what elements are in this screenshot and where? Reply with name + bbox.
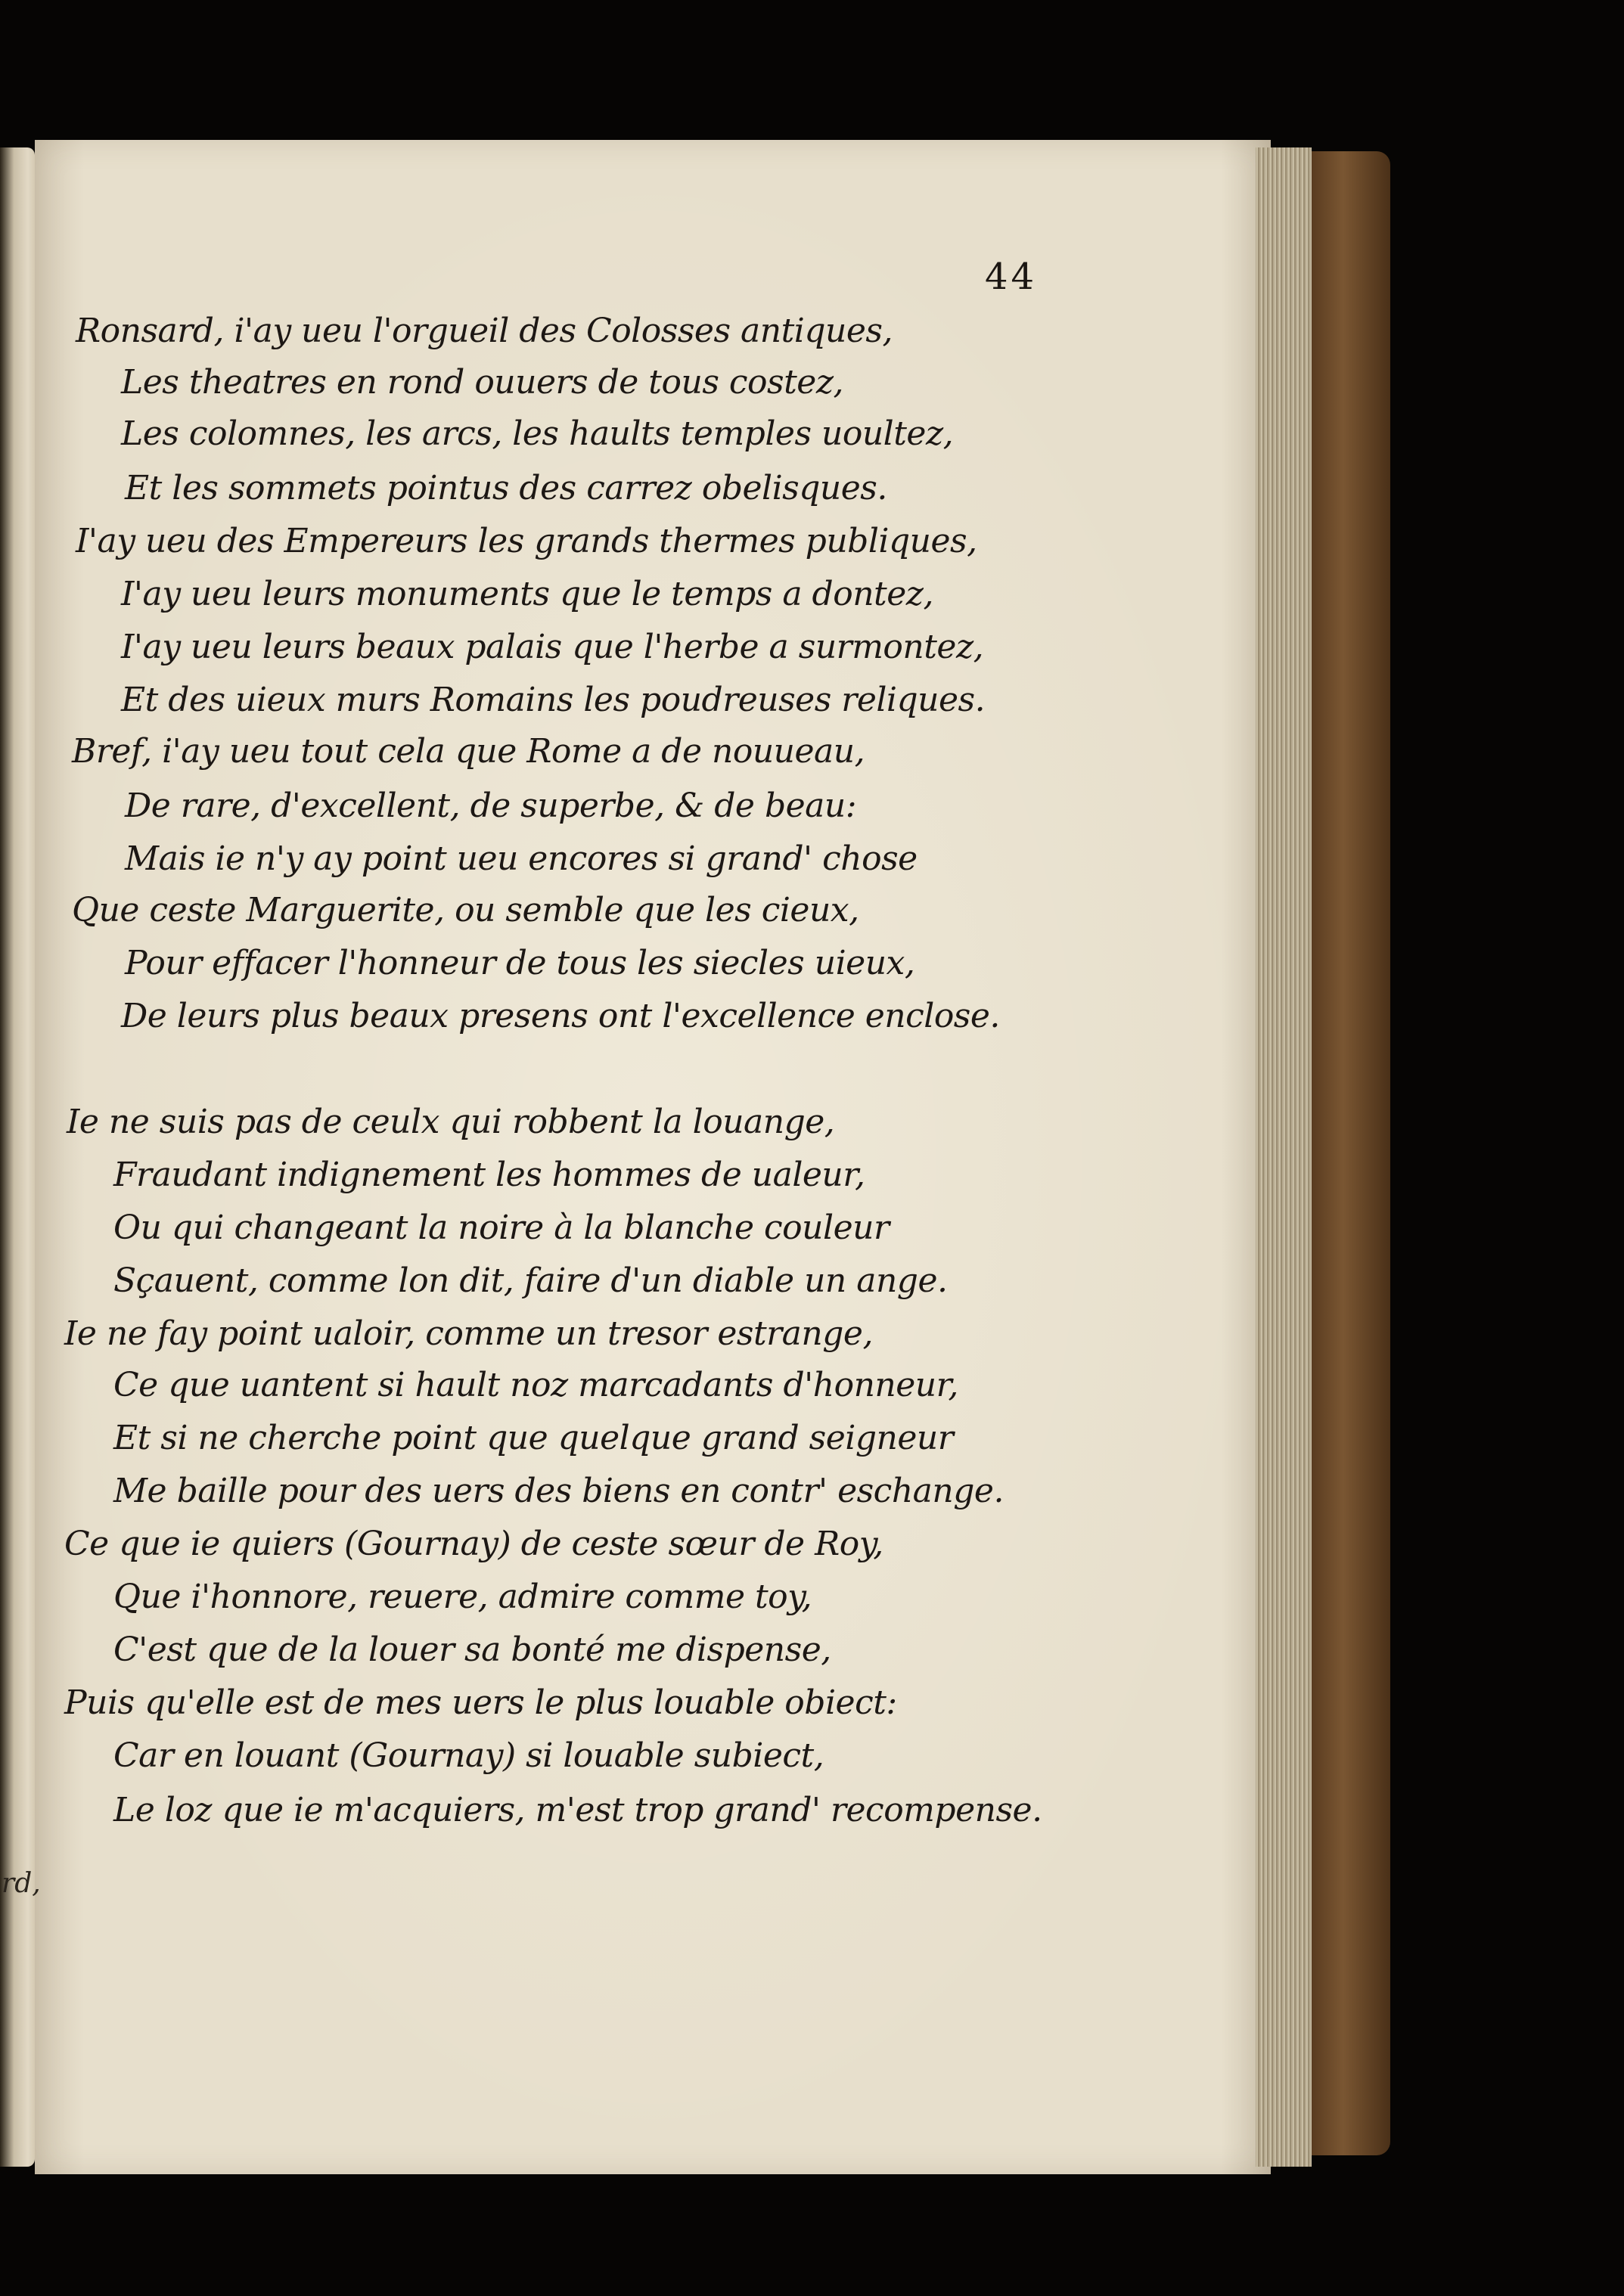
poem-line: Mais ie n'y ay point ueu encores si grand' chose xyxy=(125,839,918,878)
poem-line: Et les sommets pointus des carrez obelisques. xyxy=(125,469,887,507)
poem-line: Me baille pour des uers des biens en contr' eschange. xyxy=(113,1472,1004,1510)
poem-line: I'ay ueu leurs monuments que le temps a dontez, xyxy=(121,575,933,613)
poem-line: Les colomnes, les arcs, les haults temples uoultez, xyxy=(121,414,954,453)
poem-line: Puis qu'elle est de mes uers le plus louable obiect: xyxy=(64,1683,897,1722)
poem-line: Le loz que ie m'acquiers, m'est trop grand' recompense. xyxy=(113,1791,1042,1829)
poem-line: Ce que uantent si hault noz marcadants d'honneur, xyxy=(113,1366,958,1404)
poem-line: Les theatres en rond ouuers de tous costez, xyxy=(121,363,843,402)
poem-line: Ie ne fay point ualoir, comme un tresor estrange, xyxy=(64,1314,873,1353)
poem-line: De rare, d'excellent, de superbe, & de beau: xyxy=(125,787,857,825)
gutter-fragment: rd, xyxy=(2,1868,41,1899)
poem-line: I'ay ueu des Empereurs les grands thermes publiques, xyxy=(76,522,977,560)
poem-line: Ie ne suis pas de ceulx qui robbent la louange, xyxy=(67,1103,835,1141)
poem-line: Bref, i'ay ueu tout cela que Rome a de nouueau, xyxy=(72,732,865,771)
poem-line: I'ay ueu leurs beaux palais que l'herbe a surmontez, xyxy=(121,628,984,666)
poem-line: Que i'honnore, reuere, admire comme toy, xyxy=(113,1578,812,1616)
page-number: 44 xyxy=(985,256,1038,298)
poem-line: Et si ne cherche point que quelque grand seigneur xyxy=(113,1419,954,1457)
poem-line: Ce que ie quiers (Gournay) de ceste sœur de Roy, xyxy=(64,1525,883,1563)
poem-line: Ou qui changeant la noire à la blanche couleur xyxy=(113,1209,890,1247)
poem-line: Que ceste Marguerite, ou semble que les cieux, xyxy=(72,891,859,929)
poem-line: Car en louant (Gournay) si louable subiect, xyxy=(113,1736,824,1775)
poem-line: C'est que de la louer sa bonté me dispense, xyxy=(113,1630,831,1669)
poem-line: De leurs plus beaux presens ont l'excellence enclose. xyxy=(121,997,1000,1035)
poem-line: Et des uieux murs Romains les poudreuses reliques. xyxy=(121,681,986,719)
poem-line: Sçauent, comme lon dit, faire d'un diable un ange. xyxy=(113,1261,948,1300)
poem-line: Fraudant indignement les hommes de ualeur, xyxy=(113,1156,865,1194)
poem-line: Pour effacer l'honneur de tous les siecles uieux, xyxy=(125,944,915,982)
poem-line: Ronsard, i'ay ueu l'orgueil des Colosses antiques, xyxy=(76,312,893,350)
